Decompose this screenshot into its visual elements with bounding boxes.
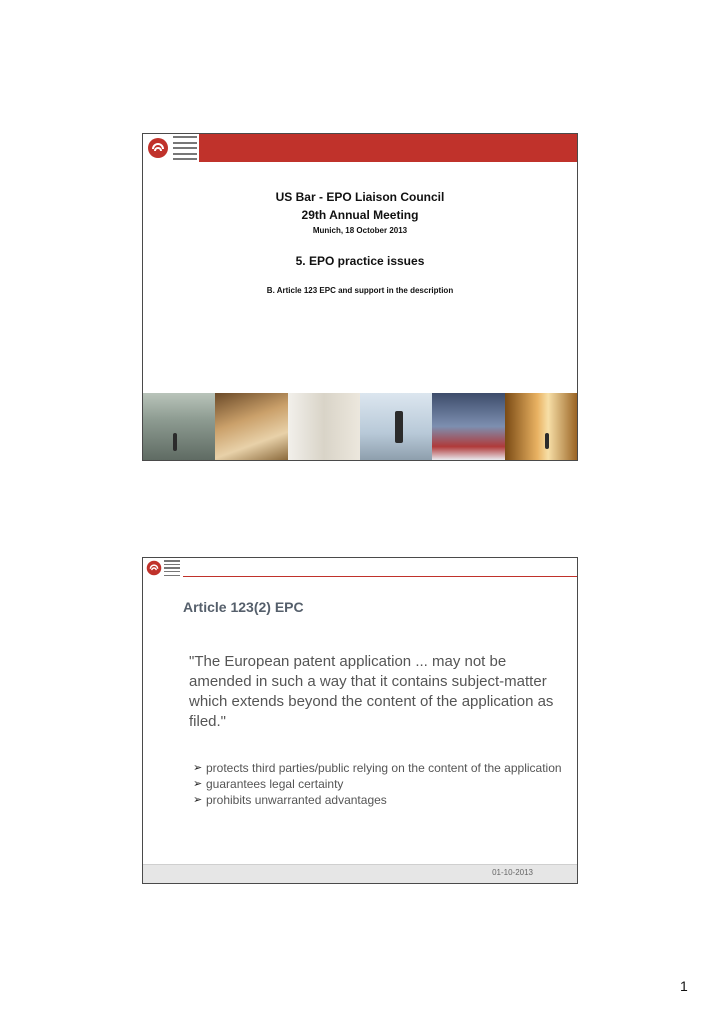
section-title: 5. EPO practice issues bbox=[295, 254, 425, 268]
list-item: ➢ guarantees legal certainty bbox=[193, 777, 344, 791]
page-number: 1 bbox=[680, 978, 688, 994]
content-slide bbox=[142, 557, 578, 884]
meeting-title: 29th Annual Meeting bbox=[301, 208, 419, 222]
photo-walking-person bbox=[360, 393, 432, 460]
council-title: US Bar - EPO Liaison Council bbox=[275, 190, 445, 204]
bullet-arrow-icon: ➢ bbox=[193, 778, 203, 790]
logo-lettering bbox=[164, 560, 180, 576]
photo-meeting-room bbox=[215, 393, 287, 460]
epo-logo-small bbox=[143, 558, 183, 578]
list-item: ➢ protects third parties/public relying on the content of the application bbox=[193, 761, 562, 775]
header-divider bbox=[183, 576, 577, 577]
subsection-title: B. Article 123 EPC and support in the description bbox=[266, 286, 454, 295]
photo-building bbox=[143, 393, 215, 460]
photo-corridor bbox=[288, 393, 360, 460]
slide-title: Article 123(2) EPC bbox=[183, 599, 304, 615]
slide-footer bbox=[143, 864, 577, 883]
epo-logo bbox=[143, 134, 200, 162]
photo-flags bbox=[432, 393, 504, 460]
photo-strip bbox=[143, 393, 577, 460]
place-date: Munich, 18 October 2013 bbox=[312, 226, 408, 235]
logo-lettering bbox=[173, 136, 197, 160]
photo-light-corridor bbox=[505, 393, 577, 460]
bullet-arrow-icon: ➢ bbox=[193, 794, 203, 806]
article-quote: "The European patent application ... may not be amended in such a way that it contains subject-matter which extends beyond the content of the application as filed." bbox=[189, 653, 554, 730]
bullet-arrow-icon: ➢ bbox=[193, 762, 203, 774]
slide-date: 01-10-2013 bbox=[492, 868, 533, 877]
epo-logo-icon bbox=[146, 560, 162, 576]
title-slide bbox=[142, 133, 578, 461]
list-item: ➢ prohibits unwarranted advantages bbox=[193, 793, 387, 807]
epo-logo-icon bbox=[147, 137, 169, 159]
bullet-list bbox=[193, 760, 563, 808]
header-bar bbox=[143, 134, 577, 162]
